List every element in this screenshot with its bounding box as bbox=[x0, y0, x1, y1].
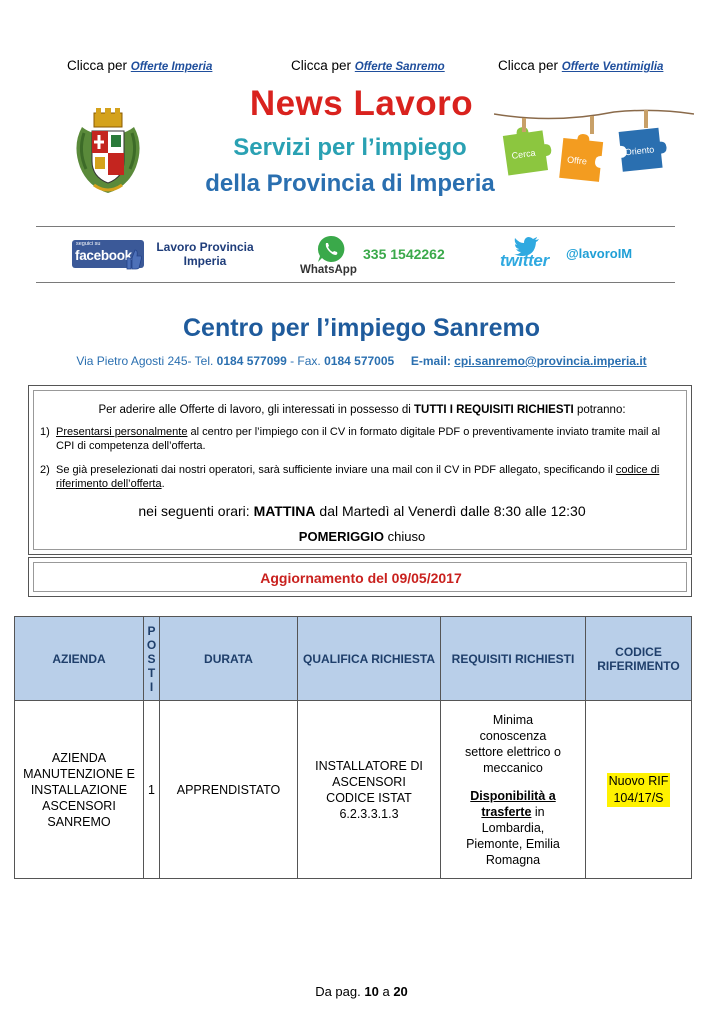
news-lavoro-title: News Lavoro bbox=[249, 84, 474, 123]
puzzle-pieces-icon bbox=[494, 108, 694, 196]
azienda-line: SANREMO bbox=[47, 814, 111, 829]
facebook-page-name[interactable] bbox=[146, 240, 264, 268]
header-qualifica: QUALIFICA RICHIESTA bbox=[298, 617, 441, 701]
step2-underlined: codice di riferimento dell’offerta bbox=[56, 464, 660, 490]
cell-qualifica bbox=[298, 701, 441, 879]
link-prefix: Clicca per bbox=[291, 58, 352, 73]
qualifica-line: ASCENSORI bbox=[332, 774, 406, 789]
thumbs-up-icon bbox=[124, 248, 142, 270]
header-azienda: AZIENDA bbox=[15, 617, 144, 701]
posti-letter: S bbox=[147, 651, 156, 666]
puzzle-offre-label: Offre bbox=[566, 154, 588, 167]
update-inner bbox=[33, 562, 687, 592]
instruction-step-2 bbox=[40, 463, 680, 491]
header-codice: CODICE RIFERIMENTO bbox=[586, 617, 692, 701]
posti-letter: P bbox=[147, 623, 156, 638]
requisiti-line: conoscenza bbox=[479, 728, 547, 743]
whatsapp-icon[interactable] bbox=[316, 234, 346, 264]
requisiti-line: settore elettrico o bbox=[465, 744, 561, 759]
centre-title: Centro per l’impiego Sanremo bbox=[182, 314, 540, 342]
email-link[interactable]: cpi.sanremo@provincia.imperia.it bbox=[454, 354, 647, 368]
azienda-line: AZIENDA bbox=[51, 750, 107, 765]
header-subtitle-1: Servizi per l’impiego bbox=[233, 134, 467, 161]
footer-total-pages: 20 bbox=[393, 984, 408, 999]
qualifica-line: 6.2.3.3.1.3 bbox=[339, 806, 399, 821]
offer-links-row bbox=[0, 58, 723, 78]
cell-requisiti bbox=[441, 701, 586, 879]
footer-mid: a bbox=[382, 984, 390, 999]
link-imperia[interactable] bbox=[67, 58, 212, 73]
instructions-box bbox=[28, 385, 692, 555]
afternoon-hours bbox=[34, 529, 690, 544]
job-offers-table bbox=[14, 616, 692, 879]
requisiti-bold-underlined: trasferte bbox=[481, 804, 532, 819]
step1-text: al centro per l’impiego con il CV in formato digitale PDF o preventivamente inviato tramite mail al CPI di competenza dell’offerta. bbox=[56, 426, 661, 452]
table-row bbox=[15, 701, 692, 879]
email-label: E-mail: bbox=[410, 354, 451, 368]
step2-end: . bbox=[161, 478, 165, 490]
address-prefix: Via Pietro Agosti 245- Tel. bbox=[76, 354, 214, 368]
instruction-step-1 bbox=[40, 425, 680, 453]
azienda-line: ASCENSORI bbox=[42, 798, 116, 813]
twitter-word[interactable]: twitter bbox=[500, 251, 549, 270]
codice-line: 104/17/S bbox=[613, 790, 664, 805]
requisiti-line: Lombardia, bbox=[481, 820, 545, 835]
requisiti-line: Piemonte, Emilia bbox=[466, 836, 560, 851]
facebook-word: facebook bbox=[75, 248, 132, 263]
opening-hours bbox=[34, 503, 690, 519]
intro-text-bold: TUTTI I REQUISITI RICHIESTI bbox=[414, 404, 574, 416]
telephone-number: 0184 577099 bbox=[216, 354, 287, 368]
table-header-row bbox=[15, 617, 692, 701]
facebook-page-line2: Imperia bbox=[183, 254, 227, 268]
cell-posti: 1 bbox=[144, 701, 160, 879]
puzzle-cerca-label: Cerca bbox=[511, 147, 537, 161]
step2-text: Se già preselezionati dai nostri operatori, sarà sufficiente inviare una mail con il CV in PDF allegato, specificando il bbox=[56, 464, 613, 476]
hours-morning: MATTINA bbox=[253, 503, 316, 519]
step-number: 2) bbox=[40, 464, 50, 476]
codice-line: Nuovo RIF bbox=[608, 773, 669, 788]
footer-current-page: 10 bbox=[364, 984, 379, 999]
update-date: Aggiornamento del 09/05/2017 bbox=[260, 570, 462, 586]
requisiti-line: meccanico bbox=[483, 760, 543, 775]
requisiti-in: in bbox=[534, 804, 545, 819]
instructions-intro bbox=[34, 404, 690, 416]
offerte-imperia-link[interactable]: Offerte Imperia bbox=[130, 61, 213, 73]
azienda-line: MANUTENZIONE E bbox=[23, 766, 135, 781]
afternoon-label: POMERIGGIO bbox=[298, 529, 385, 544]
step-number: 1) bbox=[40, 426, 50, 438]
page-footer bbox=[0, 984, 723, 999]
facebook-page-line1: Lavoro Provincia bbox=[156, 240, 254, 254]
cell-azienda bbox=[15, 701, 144, 879]
header-posti bbox=[144, 617, 160, 701]
intro-text-pre: Per aderire alle Offerte di lavoro, gli interessati in possesso di bbox=[98, 404, 411, 416]
twitter-handle[interactable]: @lavoroIM bbox=[566, 246, 633, 261]
header-subtitle-2: della Provincia di Imperia bbox=[205, 170, 495, 197]
whatsapp-number[interactable]: 335 1542262 bbox=[363, 246, 445, 262]
link-prefix: Clicca per bbox=[498, 58, 559, 73]
puzzle-oriento-label: Oriento bbox=[624, 144, 655, 158]
link-prefix: Clicca per bbox=[67, 58, 128, 73]
requisiti-bold-underlined: Disponibilità a bbox=[470, 788, 556, 803]
requisiti-line bbox=[444, 788, 582, 804]
instructions-inner bbox=[33, 390, 687, 550]
cell-durata: APPRENDISTATO bbox=[160, 701, 298, 879]
requisiti-line: Romagna bbox=[485, 852, 541, 867]
requisiti-line: Minima bbox=[492, 712, 534, 727]
posti-letter: O bbox=[146, 637, 157, 652]
qualifica-line: INSTALLATORE DI bbox=[315, 758, 423, 773]
qualifica-line: CODICE ISTAT bbox=[326, 790, 412, 805]
centre-address bbox=[0, 354, 723, 368]
link-sanremo[interactable] bbox=[291, 58, 445, 73]
hours-post: dal Martedì al Venerdì dalle 8:30 alle 12:30 bbox=[319, 503, 586, 519]
offerte-ventimiglia-link[interactable]: Offerte Ventimiglia bbox=[561, 61, 664, 73]
fax-number: 0184 577005 bbox=[324, 354, 395, 368]
azienda-line: INSTALLAZIONE bbox=[30, 782, 128, 797]
header-durata: DURATA bbox=[160, 617, 298, 701]
step1-underlined: Presentarsi personalmente bbox=[56, 426, 188, 438]
cell-codice bbox=[586, 701, 692, 879]
footer-prefix: Da pag. bbox=[315, 984, 361, 999]
afternoon-status: chiuso bbox=[387, 529, 426, 544]
header-requisiti: REQUISITI RICHIESTI bbox=[441, 617, 586, 701]
divider-bottom bbox=[36, 282, 675, 283]
facebook-small-text: seguici su bbox=[76, 241, 101, 247]
divider-top bbox=[36, 226, 675, 227]
link-ventimiglia[interactable] bbox=[498, 58, 663, 73]
hours-pre: nei seguenti orari: bbox=[138, 503, 250, 519]
codice-riferimento-badge bbox=[607, 773, 671, 807]
offerte-sanremo-link[interactable]: Offerte Sanremo bbox=[354, 61, 445, 73]
intro-text-post: potranno: bbox=[576, 404, 626, 416]
fax-prefix: - Fax. bbox=[290, 354, 321, 368]
posti-letter: I bbox=[149, 679, 154, 694]
update-box bbox=[28, 557, 692, 597]
whatsapp-label: WhatsApp bbox=[300, 264, 357, 276]
requisiti-spacer bbox=[444, 776, 582, 788]
posti-letter: T bbox=[147, 665, 156, 680]
requisiti-line bbox=[444, 804, 582, 820]
